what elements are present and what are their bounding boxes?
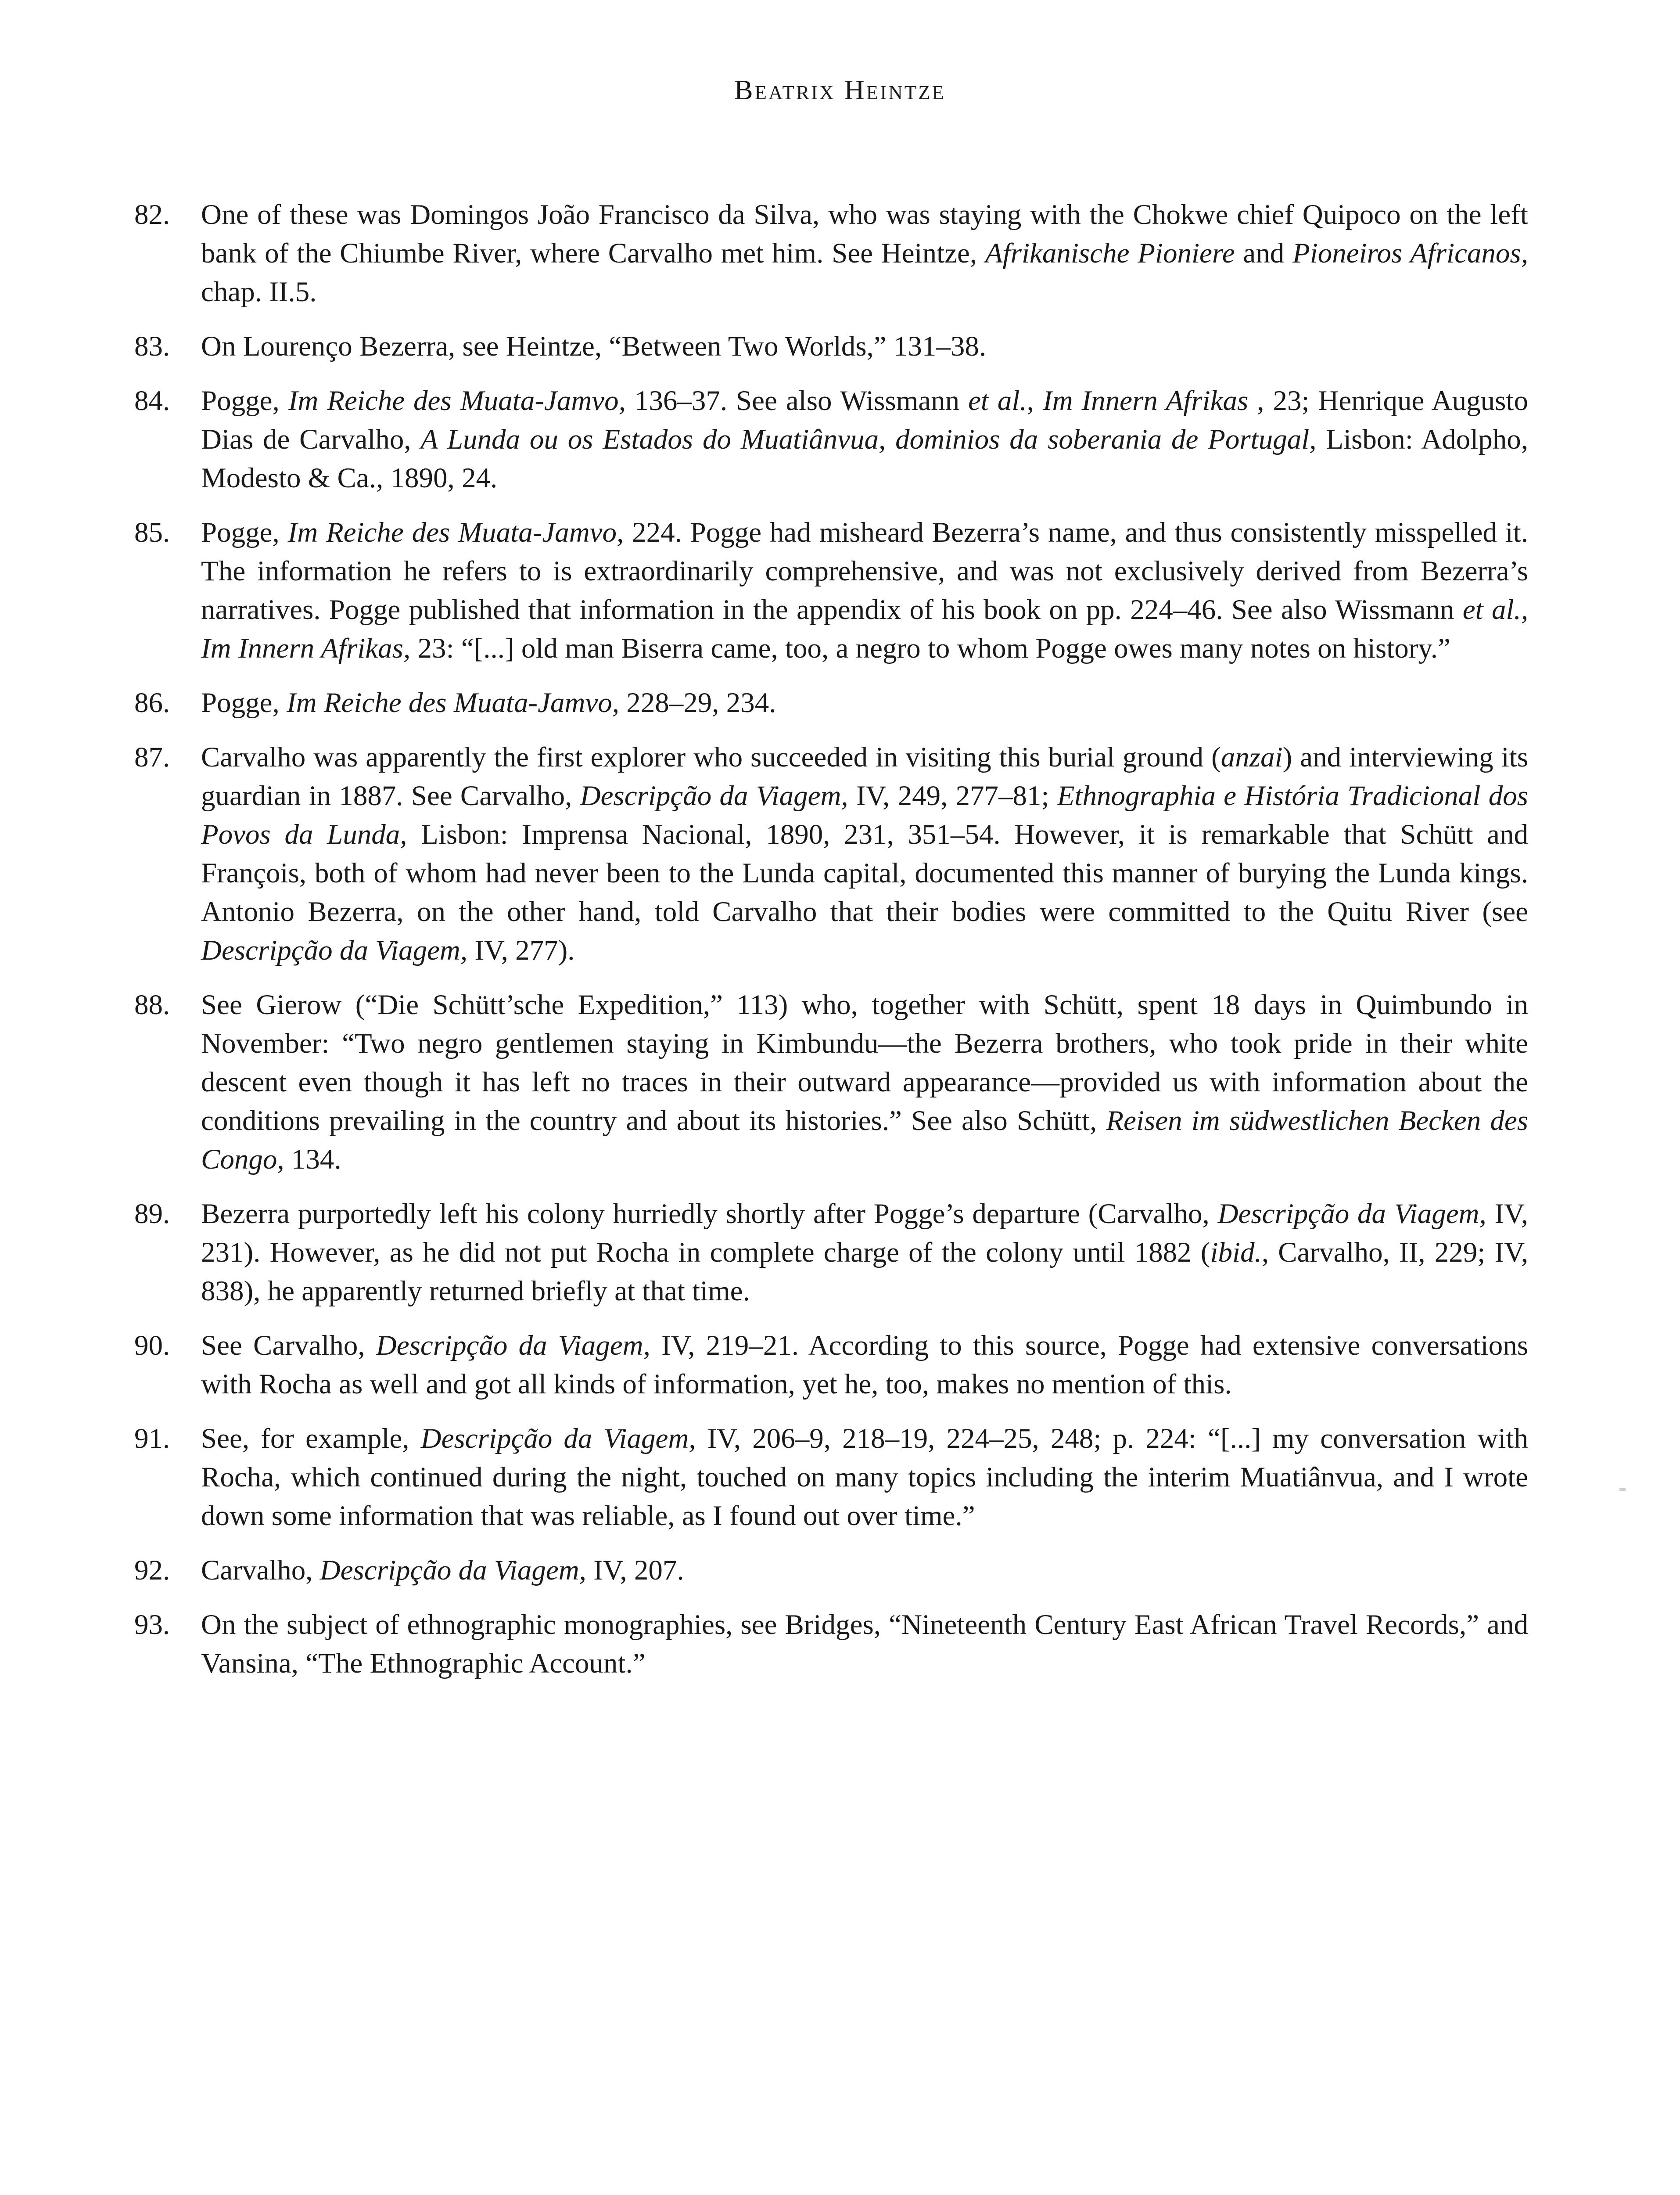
running-head: Beatrix Heintze (734, 74, 946, 105)
endnote (134, 1551, 1528, 1590)
italic-title: Descripção da Viagem, (420, 1423, 696, 1454)
italic-title: ibid. (1210, 1237, 1262, 1268)
italic-title: anzai (1221, 741, 1283, 773)
text-run: 224. Pogge had misheard Bezerra’s name, and thus consistently misspelled it. The information he refers to is extraordinarily comprehensive, and was not exclusively derived from Bezerra’s narratives. Pogge published that information in the appendix of his book on pp. 224–46. See also Wissmann (201, 517, 1528, 626)
endnote (134, 381, 1528, 497)
endnote-number: 85. (134, 517, 170, 548)
endnote-text (201, 1330, 1528, 1400)
italic-title: Descripção da Viagem, (580, 780, 848, 812)
endnote-text (201, 687, 776, 719)
endnote-text (201, 199, 1528, 308)
italic-title: Pioneiros Africanos, (1292, 237, 1528, 269)
endnote-number: 93. (134, 1609, 170, 1641)
italic-title: Im Innern Afrikas, (201, 633, 411, 664)
endnote-text (201, 989, 1528, 1175)
italic-title: A Lunda ou os Estados do Muatiânvua, dominios da soberania de Portugal, (420, 424, 1317, 455)
text-run: See Gierow (“Die Schütt’sche Expedition,” 113) who, together with Schütt, spent 18 days in Quimbundo in November: “Two negro gentlemen staying in Kimbundu—the Bezerra brothers, who took pride in their white descent even though it has left no traces in their outward appearance—provided us with information about the conditions prevailing in the country and about its histories.” See also Schütt, (201, 989, 1528, 1137)
italic-title: Im Reiche des Muata-Jamvo, (288, 385, 626, 417)
text-run: Pogge, (201, 385, 288, 417)
text-run: IV, 207. (586, 1554, 684, 1586)
endnote-number: 88. (134, 989, 170, 1021)
text-run: , (1027, 385, 1043, 417)
endnote-text (201, 517, 1528, 664)
text-run: Lisbon: Imprensa Nacional, 1890, 231, 351–54. However, it is remarkable that Schütt and François, both of whom had never been to the Lunda capital, documented this manner of burying the Lunda kings. Antonio Bezerra, on the other hand, told Carvalho that their bodies were committed to the Quitu River (see (201, 819, 1529, 928)
text-run: IV, 206–9, 218–19, 224–25, 248; p. 224: “[...] my conversation with Rocha, which continued during the night, touched on many topics including the interim Muatiânvua, and I wrote down some information that was reliable, as I found out over time.” (201, 1423, 1529, 1532)
text-run: IV, 249, 277–81; (848, 780, 1057, 812)
endnote (134, 327, 1528, 366)
text-run: IV, 231). However, as he did not put Rocha in complete charge of the colony until 1882 ( (201, 1198, 1528, 1268)
text-run: 134. (284, 1144, 341, 1175)
italic-title: Im Reiche des Muata-Jamvo, (287, 517, 624, 548)
text-run: ) and interviewing its guardian in 1887. See Carvalho, (201, 741, 1528, 812)
italic-title: Im Reiche des Muata-Jamvo, (287, 687, 620, 719)
endnote (134, 1419, 1528, 1535)
text-run: 23: “[...] old man Biserra came, too, a negro to whom Pogge owes many notes on history.” (410, 633, 1450, 664)
endnote (134, 513, 1528, 668)
text-run: See, for example, (201, 1423, 421, 1454)
endnote-text (201, 1198, 1528, 1307)
italic-title: et al., (1462, 594, 1529, 626)
text-run: Pogge, (201, 687, 287, 719)
italic-title: Ethnographia e História Tradicional dos Povos da Lunda, (201, 780, 1528, 850)
text-run: and (1235, 237, 1292, 269)
italic-title: Reisen im südwestlichen Becken des Congo, (201, 1105, 1529, 1175)
text-run: Bezerra purportedly left his colony hurriedly shortly after Pogge’s departure (Carvalho, (201, 1198, 1218, 1230)
endnote-text (201, 385, 1528, 494)
endnote-number: 91. (134, 1423, 170, 1454)
text-run: On Lourenço Bezerra, see Heintze, “Between Two Worlds,” 131–38. (201, 331, 987, 362)
endnote (134, 1326, 1528, 1403)
endnote-number: 92. (134, 1554, 170, 1586)
endnote (134, 684, 1528, 722)
endnote (134, 986, 1528, 1179)
text-run: IV, 219–21. According to this source, Pogge had extensive conversations with Rocha as well and got all kinds of information, yet he, too, makes no mention of this. (201, 1330, 1528, 1400)
italic-title: Descripção da Viagem, (319, 1554, 586, 1586)
endnote-number: 84. (134, 385, 170, 417)
endnotes-list (134, 195, 1528, 1698)
endnote (134, 195, 1528, 311)
scan-speck (1619, 1488, 1626, 1491)
text-run: Carvalho, (201, 1554, 320, 1586)
text-run: 136–37. See also Wissmann (625, 385, 969, 417)
text-run: One of these was Domingos João Francisco da Silva, who was staying with the Chokwe chief Quipoco on the left bank of the Chiumbe River, where Carvalho met him. See Heintze, (201, 199, 1528, 269)
endnote-number: 87. (134, 741, 170, 773)
endnote-text (201, 1423, 1528, 1532)
text-run: Pogge, (201, 517, 288, 548)
endnote-number: 90. (134, 1330, 170, 1361)
italic-title: Afrikanische Pioniere (985, 237, 1235, 269)
endnote (134, 1605, 1528, 1683)
text-run: Carvalho was apparently the first explorer who succeeded in visiting this burial ground ( (201, 741, 1221, 773)
text-run: chap. II.5. (201, 276, 317, 308)
endnote (134, 1195, 1528, 1310)
text-run: On the subject of ethnographic monographies, see Bridges, “Nineteenth Century East African Travel Records,” and Vansina, “The Ethnographic Account.” (201, 1609, 1528, 1679)
text-run: 228–29, 234. (619, 687, 776, 719)
italic-title: et al. (968, 385, 1027, 417)
endnote-number: 82. (134, 199, 170, 230)
text-run: IV, 277). (467, 935, 575, 966)
endnote-text (201, 1609, 1528, 1679)
italic-title: Descripção da Viagem, (1217, 1198, 1486, 1230)
italic-title: Descripção da Viagem, (201, 935, 468, 966)
endnote-text (201, 741, 1528, 966)
text-run: See Carvalho, (201, 1330, 376, 1361)
endnote (134, 738, 1528, 970)
endnote-number: 89. (134, 1198, 170, 1230)
text-run: , 23; Henrique Augusto Dias de Carvalho, (201, 385, 1528, 455)
italic-title: Im Innern Afrikas (1042, 385, 1249, 417)
endnote-number: 83. (134, 331, 170, 362)
endnote-text (201, 1554, 684, 1586)
italic-title: Descripção da Viagem, (376, 1330, 650, 1361)
endnote-text (201, 331, 986, 362)
text-run: Lisbon: Adolpho, Modesto & Ca., 1890, 24. (201, 424, 1528, 494)
endnote-number: 86. (134, 687, 170, 719)
text-run: , Carvalho, II, 229; IV, 838), he apparently returned briefly at that time. (201, 1237, 1529, 1307)
